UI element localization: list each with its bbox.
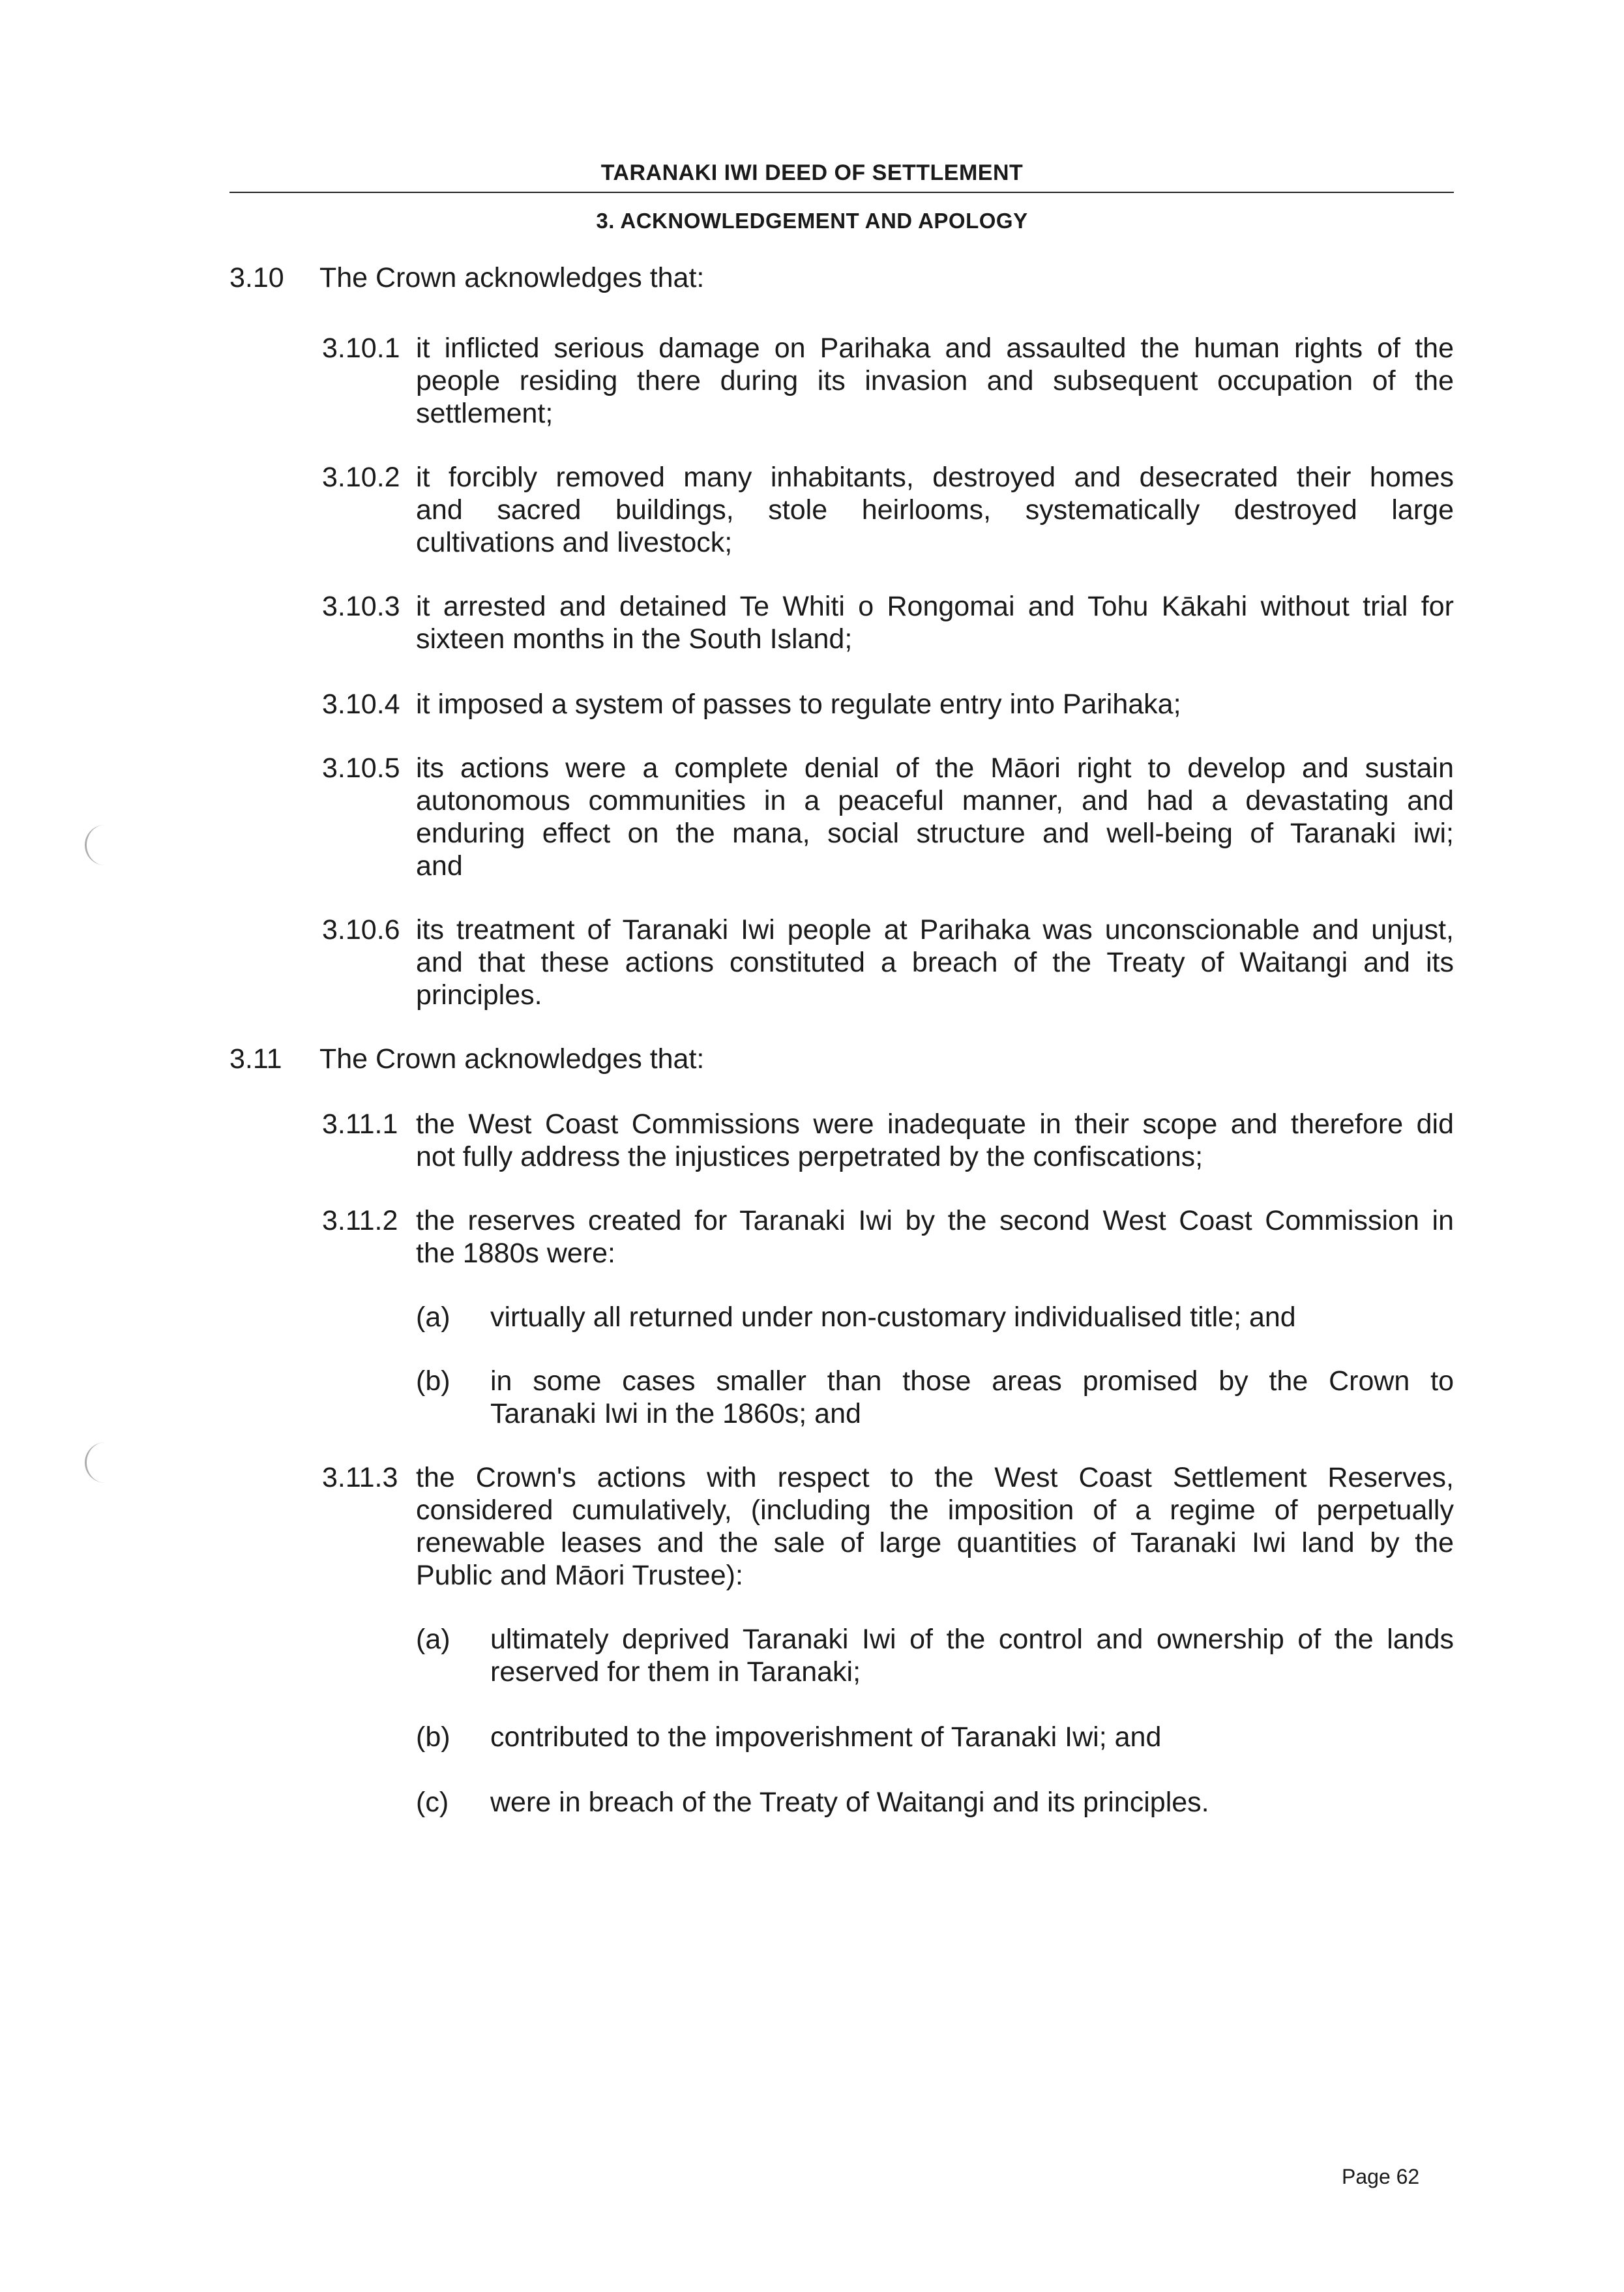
item-number: 3.10.6 bbox=[322, 914, 400, 945]
item-text-line: its treatment of Taranaki Iwi people at Parihaka was unconscionable and unjust, bbox=[416, 914, 1454, 945]
sub-item-text-line: Taranaki Iwi in the 1860s; and bbox=[490, 1398, 861, 1429]
clause-number: 3.11 bbox=[229, 1043, 282, 1075]
sub-item-text-line: were in breach of the Treaty of Waitangi and its principles. bbox=[490, 1787, 1209, 1818]
item-text-line: it inflicted serious damage on Parihaka and assaulted the human rights of the bbox=[416, 333, 1454, 364]
item-text-line: its actions were a complete denial of the Māori right to develop and sustain bbox=[416, 752, 1454, 784]
item-number: 3.10.4 bbox=[322, 689, 400, 720]
item-text-line: renewable leases and the sale of large quantities of Taranaki Iwi land by the bbox=[416, 1527, 1454, 1558]
item-text-line: it imposed a system of passes to regulate entry into Parihaka; bbox=[416, 689, 1181, 720]
clause-intro: The Crown acknowledges that: bbox=[319, 262, 705, 293]
clause-number: 3.10 bbox=[229, 262, 284, 293]
item-text-line: it arrested and detained Te Whiti o Rongomai and Tohu Kākahi without trial for bbox=[416, 591, 1454, 622]
item-text-line: not fully address the injustices perpetrated by the confiscations; bbox=[416, 1141, 1203, 1172]
item-text-line: considered cumulatively, (including the imposition of a regime of perpetually bbox=[416, 1495, 1454, 1526]
sub-item-text-line: in some cases smaller than those areas promised by the Crown to bbox=[490, 1365, 1454, 1397]
item-text-line: settlement; bbox=[416, 398, 554, 429]
item-text-line: autonomous communities in a peaceful manner, and had a devastating and bbox=[416, 785, 1454, 816]
item-number: 3.10.3 bbox=[322, 591, 400, 622]
item-text-line: the 1880s were: bbox=[416, 1238, 615, 1269]
document-title: TARANAKI IWI DEED OF SETTLEMENT bbox=[600, 160, 1024, 185]
sub-item-label: (a) bbox=[416, 1302, 450, 1333]
item-text-line: Public and Māori Trustee): bbox=[416, 1560, 743, 1591]
item-text-line: sixteen months in the South Island; bbox=[416, 623, 853, 655]
item-text-line: the Crown's actions with respect to the West Coast Settlement Reserves, bbox=[416, 1462, 1454, 1493]
item-text-line: and sacred buildings, stole heirlooms, systematically destroyed large bbox=[416, 494, 1454, 526]
item-text-line: and that these actions constituted a breach of the Treaty of Waitangi and its bbox=[416, 947, 1454, 978]
sub-item-text-line: virtually all returned under non-customary individualised title; and bbox=[490, 1302, 1296, 1333]
item-text-line: and bbox=[416, 850, 463, 882]
item-text-line: enduring effect on the mana, social structure and well-being of Taranaki iwi; bbox=[416, 818, 1454, 849]
item-number: 3.11.1 bbox=[322, 1109, 398, 1140]
clause-intro: The Crown acknowledges that: bbox=[319, 1043, 705, 1075]
item-number: 3.10.5 bbox=[322, 752, 400, 784]
page-number: Page 62 bbox=[1342, 2165, 1420, 2188]
sub-item-text-line: ultimately deprived Taranaki Iwi of the control and ownership of the lands bbox=[490, 1624, 1454, 1655]
binding-hole-mark bbox=[85, 1442, 109, 1483]
sub-item-text-line: reserved for them in Taranaki; bbox=[490, 1656, 861, 1688]
item-text-line: it forcibly removed many inhabitants, destroyed and desecrated their homes bbox=[416, 462, 1454, 493]
item-text-line: principles. bbox=[416, 979, 542, 1011]
sub-item-label: (b) bbox=[416, 1721, 450, 1753]
item-text-line: the reserves created for Taranaki Iwi by the second West Coast Commission in bbox=[416, 1205, 1454, 1236]
item-number: 3.11.3 bbox=[322, 1462, 398, 1493]
sub-item-text-line: contributed to the impoverishment of Taranaki Iwi; and bbox=[490, 1721, 1162, 1753]
binding-hole-mark bbox=[85, 825, 109, 865]
item-number: 3.10.2 bbox=[322, 462, 400, 493]
item-text-line: people residing there during its invasion and subsequent occupation of the bbox=[416, 365, 1454, 396]
section-title: 3. ACKNOWLEDGEMENT AND APOLOGY bbox=[596, 209, 1028, 233]
sub-item-label: (a) bbox=[416, 1624, 450, 1655]
document-body bbox=[229, 0, 1454, 2292]
item-number: 3.11.2 bbox=[322, 1205, 398, 1236]
item-text-line: the West Coast Commissions were inadequate in their scope and therefore did bbox=[416, 1109, 1454, 1140]
item-number: 3.10.1 bbox=[322, 333, 400, 364]
sub-item-label: (b) bbox=[416, 1365, 450, 1397]
item-text-line: cultivations and livestock; bbox=[416, 527, 733, 558]
sub-item-label: (c) bbox=[416, 1787, 449, 1818]
